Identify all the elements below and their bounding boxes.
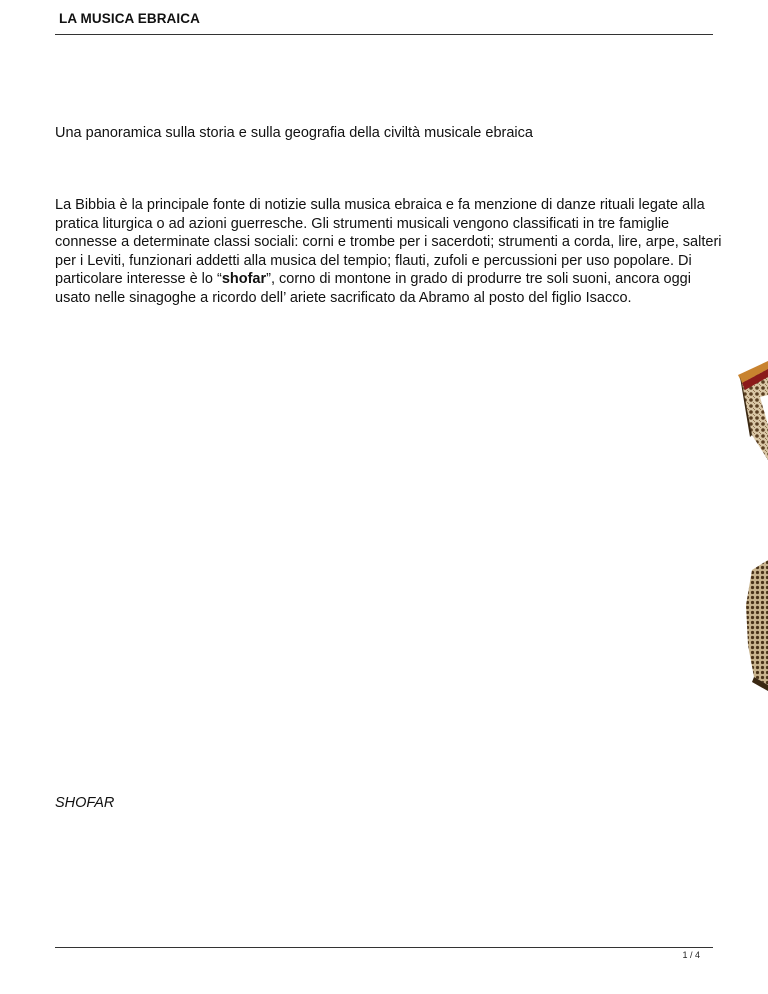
page-header-title: LA MUSICA EBRAICA xyxy=(59,11,200,26)
shofar-term: shofar xyxy=(221,271,267,288)
page-number: 1 / 4 xyxy=(682,950,700,960)
footer-divider xyxy=(55,947,713,948)
paragraph-text-end: ”, corno di montone in grado di produrre tre soli suoni, ancora oggi usato nelle sinagoghe a ricordo dell’ ariete sacrificato da Abramo al posto del figlio Isacco. xyxy=(55,271,691,306)
paragraph-text-start: La Bibbia è la principale fonte di notizie sulla musica ebraica e fa menzione di danze rituali legate alla pratica liturgica o ad azioni guerresche. Gli strumenti musicali vengono classificati in tre famiglie connesse a determinate classi sociali: corni e trombe per i sacerdoti; strumenti a corda, lire, arpe, salteri per i Leviti, funzionari addetti alla musica del tempio; flauti, zufoli e percussioni per uso popolare. Di particolare interesse è lo “ xyxy=(55,197,722,288)
image-caption: SHOFAR xyxy=(55,795,115,811)
header-divider xyxy=(55,34,713,35)
article-subtitle: Una panoramica sulla storia e sulla geografia della civiltà musicale ebraica xyxy=(55,125,533,141)
shofar-image xyxy=(730,355,768,695)
article-paragraph xyxy=(55,196,725,308)
